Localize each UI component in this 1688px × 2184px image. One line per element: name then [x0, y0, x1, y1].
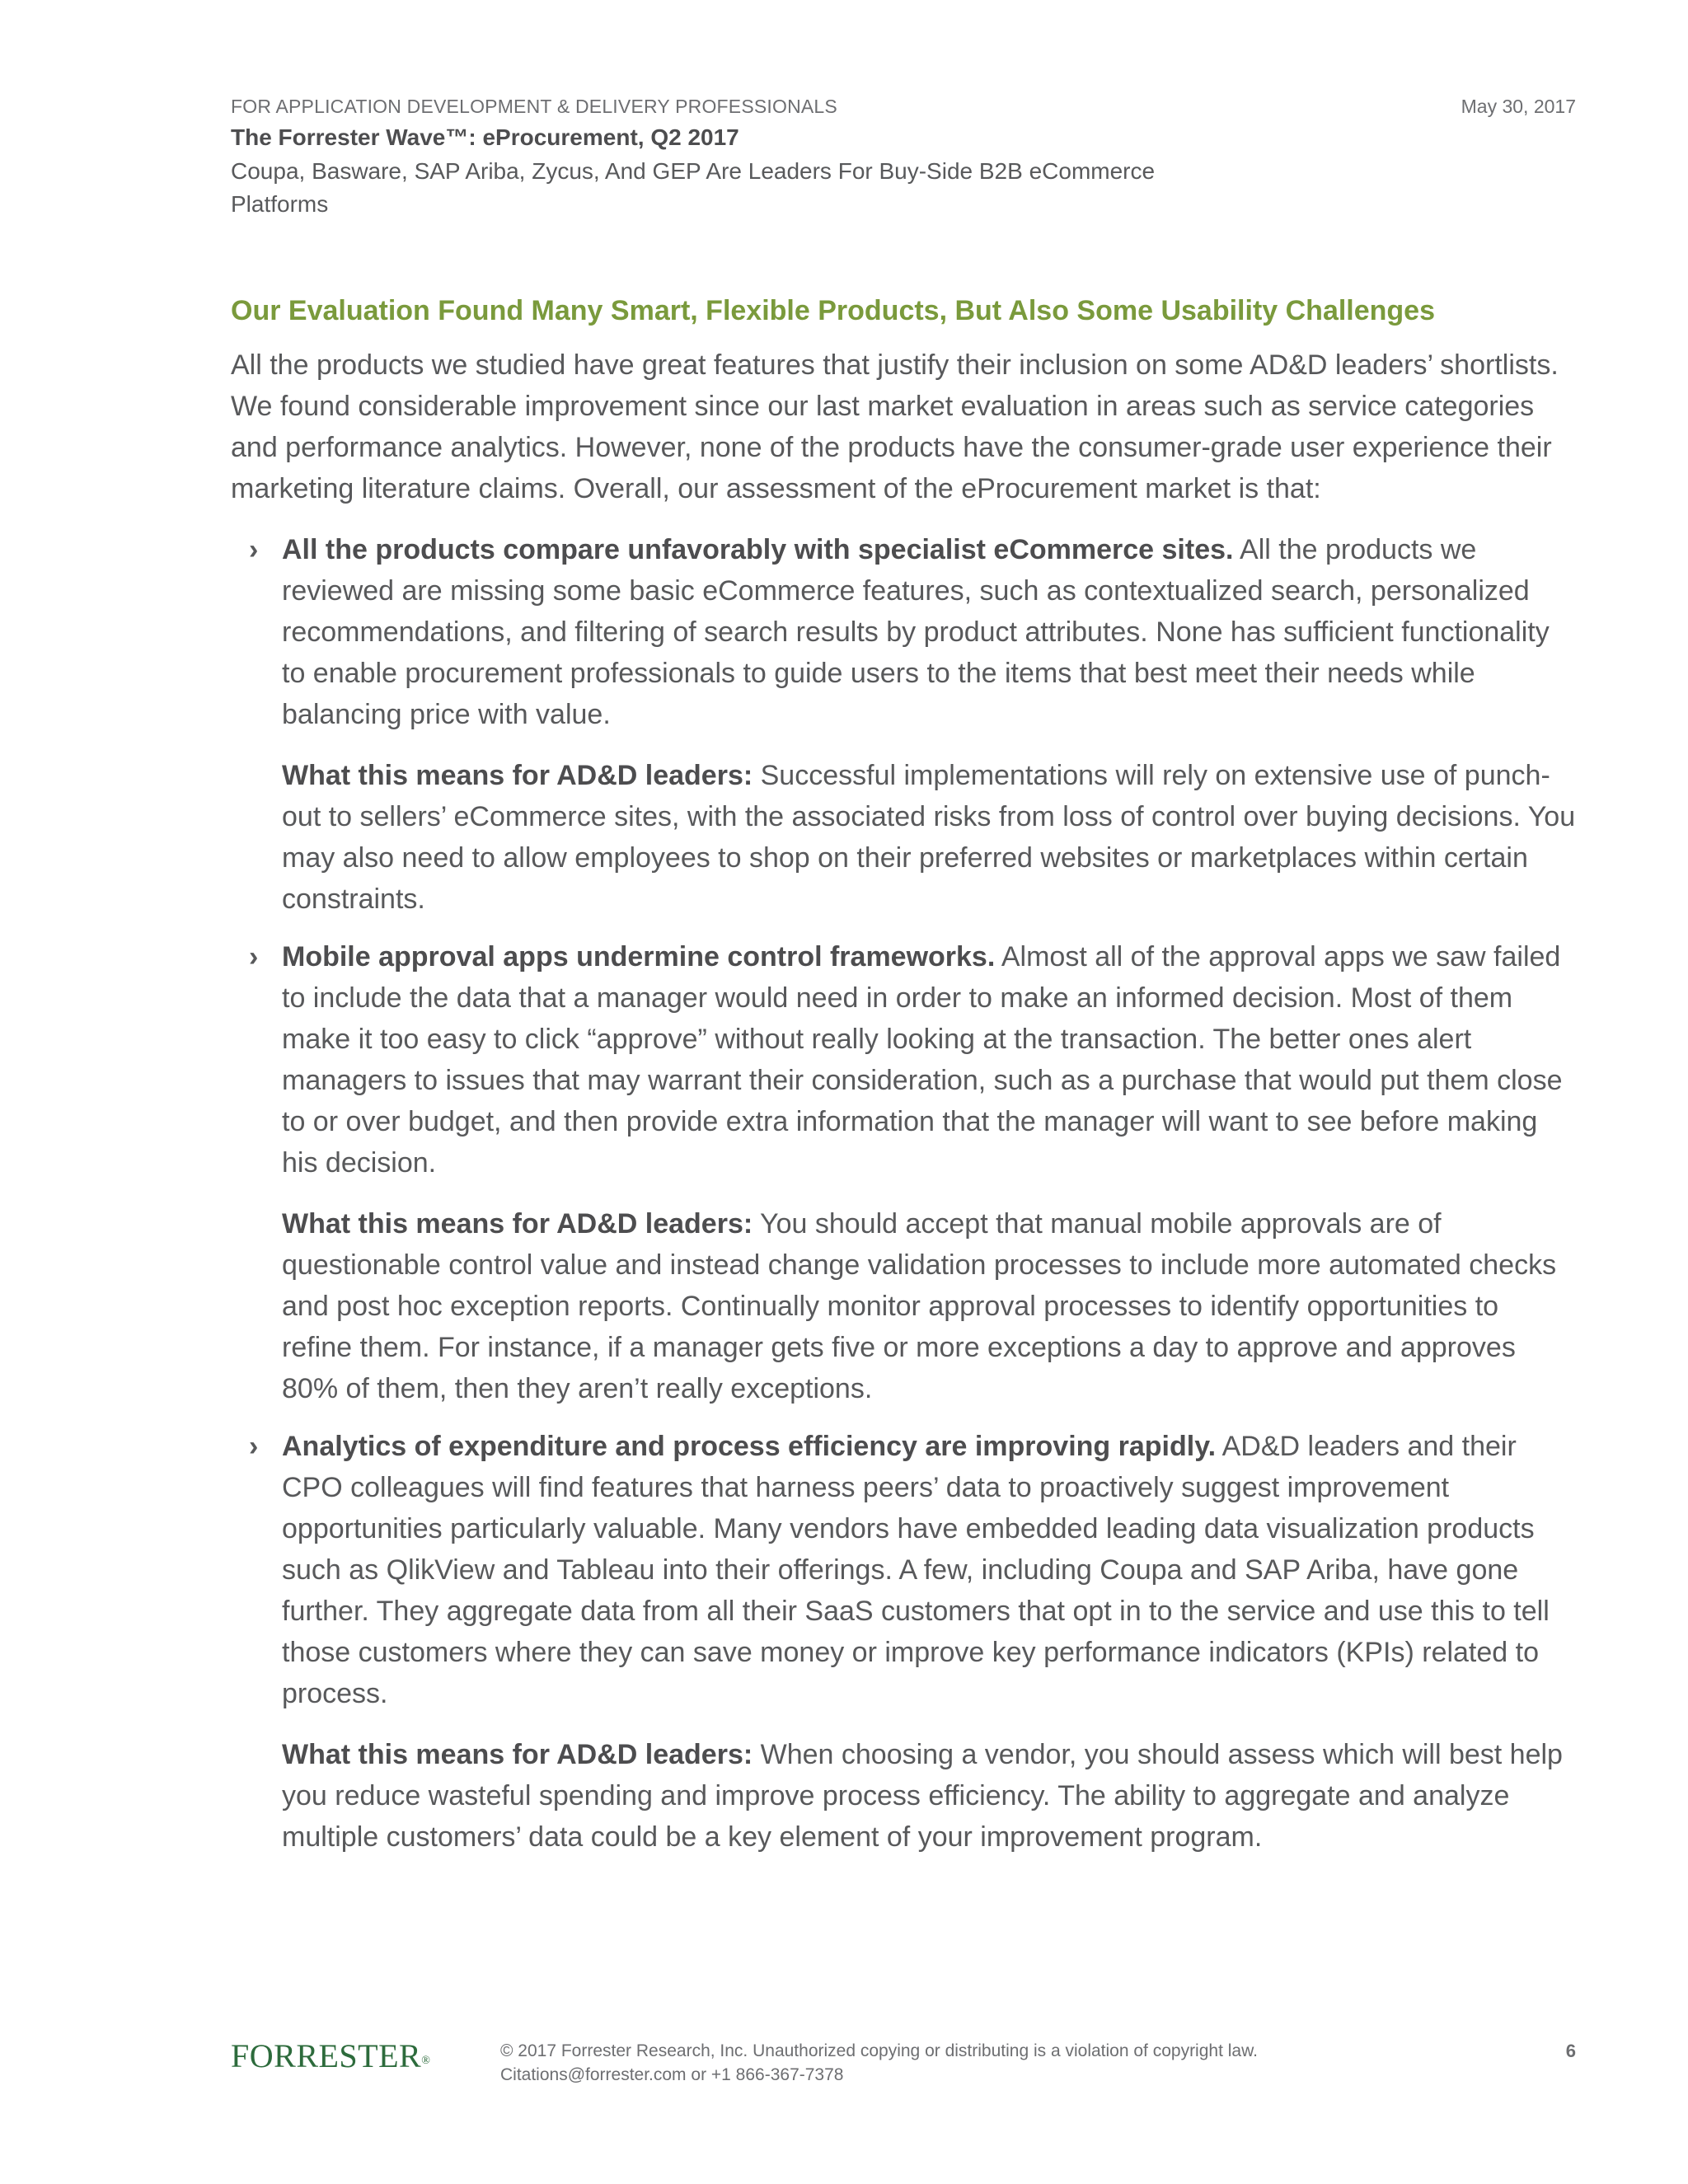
bullet-text: All the products we reviewed are missing some basic eCommerce features, such as contextualized search, personalized recommendations, and filtering of search results by product attributes. None has sufficient functionality to enable procurement professionals to guide users to the items that best meet their needs while balancing price with value. [282, 534, 1550, 730]
implication-paragraph [282, 1203, 1576, 1409]
implication-paragraph [282, 755, 1576, 920]
bullet-chevron-icon: › [249, 941, 259, 972]
bullet-paragraph [282, 936, 1576, 1183]
implication-text: You should accept that manual mobile approvals are of questionable control value and instead change validation processes to include more automated checks and post hoc exception reports. Continually monitor approval processes to identify opportunities to refine them. For instance, if a manager gets five or more exceptions a day to approve and approves 80% of them, then they aren’t really exceptions. [282, 1208, 1557, 1404]
implication-text: When choosing a vendor, you should assess which will best help you reduce wasteful spending and improve process efficiency. The ability to aggregate and analyze multiple customers’ data could be a key element of your improvement program. [282, 1739, 1563, 1853]
document-page [231, 0, 1576, 2184]
bullet-chevron-icon: › [249, 1431, 259, 1462]
copyright-line: © 2017 Forrester Research, Inc. Unauthorized copying or distributing is a violation of copyright law. [500, 2041, 1258, 2060]
forrester-logo [231, 2037, 430, 2075]
bullet-text: Almost all of the approval apps we saw failed to include the data that a manager would need in order to make an informed decision. Most of them make it too easy to click “approve” without really looking at the transaction. The better ones alert managers to issues that may warrant their consideration, such as a purchase that would put them close to or over budget, and then provide extra information that the manager will want to see before making his decision. [282, 941, 1563, 1179]
audience-label: FOR APPLICATION DEVELOPMENT & DELIVERY PROFESSIONALS [231, 96, 837, 117]
intro-paragraph: All the products we studied have great features that justify their inclusion on some AD&D leaders’ shortlists. We found considerable improvement since our last market evaluation in areas such as service categories and performance analytics. However, none of the products have the consumer-grade user experience their marketing literature claims. Overall, our assessment of the eProcurement market is that: [231, 349, 1559, 504]
page-footer [231, 2037, 1576, 2095]
implication-lead: What this means for AD&D leaders: [282, 1208, 753, 1240]
implication-lead: What this means for AD&D leaders: [282, 760, 753, 791]
page-number: 6 [1565, 2041, 1576, 2061]
bullet-paragraph [282, 529, 1576, 735]
registered-mark: ® [421, 2055, 431, 2067]
main-content [231, 292, 1576, 1874]
copyright-notice [500, 2039, 1258, 2087]
bullet-item [231, 936, 1576, 1409]
bullet-chevron-icon: › [249, 534, 259, 565]
bullet-paragraph [282, 1426, 1576, 1714]
bullet-item [231, 1426, 1576, 1858]
bullet-lead: All the products compare unfavorably with specialist eCommerce sites. [282, 534, 1234, 565]
page-header [231, 92, 1576, 221]
citations-contact: Citations@forrester.com or +1 866-367-7378 [500, 2065, 844, 2084]
report-title: The Forrester Wave™: eProcurement, Q2 2017 [231, 124, 739, 150]
report-subtitle: Coupa, Basware, SAP Ariba, Zycus, And GEP Are Leaders For Buy-Side B2B eCommerce Platforms [231, 158, 1156, 217]
bullet-lead: Mobile approval apps undermine control frameworks. [282, 941, 996, 972]
implication-text: Successful implementations will rely on extensive use of punch-out to sellers’ eCommerce sites, with the associated risks from loss of control over buying decisions. You may also need to allow employees to shop on their preferred websites or marketplaces within certain constraints. [282, 760, 1576, 915]
section-heading: Our Evaluation Found Many Smart, Flexible Products, But Also Some Usability Challenges [231, 295, 1436, 326]
implication-paragraph [282, 1734, 1576, 1858]
logo-wordmark: FORRESTER [231, 2037, 422, 2074]
bullet-text: AD&D leaders and their CPO colleagues will find features that harness peers’ data to proactively suggest improvement opportunities particularly valuable. Many vendors have embedded leading data visualization products such as QlikView and Tableau into their offerings. A few, including Coupa and SAP Ariba, have gone further. They aggregate data from all their SaaS customers that opt in to the service and use this to tell those customers where they can save money or improve key performance indicators (KPIs) related to process. [282, 1431, 1550, 1709]
publication-date: May 30, 2017 [1461, 96, 1576, 117]
bullet-item [231, 529, 1576, 920]
implication-lead: What this means for AD&D leaders: [282, 1739, 753, 1770]
bullet-lead: Analytics of expenditure and process efficiency are improving rapidly. [282, 1431, 1217, 1462]
